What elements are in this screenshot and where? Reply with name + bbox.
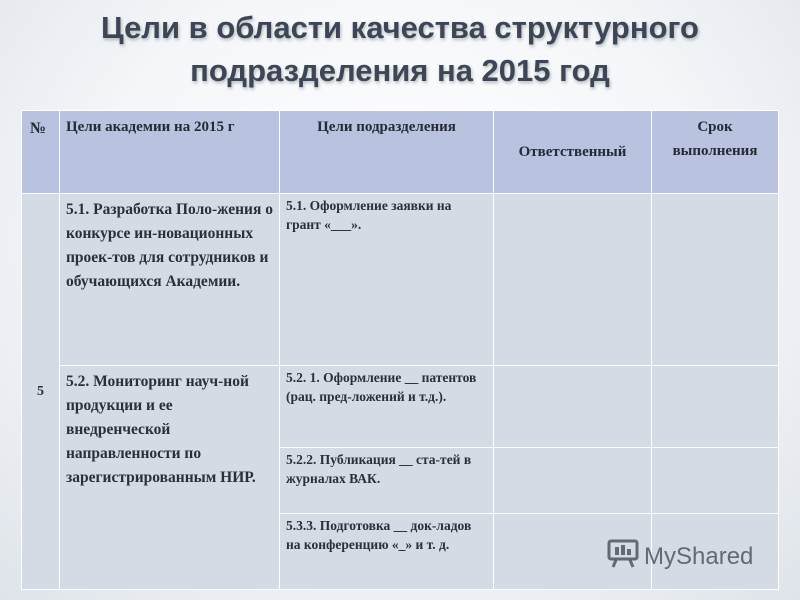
responsible-cell [494, 366, 652, 448]
academy-goal-5-2: 5.2. Мониторинг науч-ной продукции и ее внедренческой направленности по зарегистрированным НИР. [60, 366, 280, 590]
table-row [22, 366, 779, 448]
academy-goal-5-1: 5.1. Разработка Поло-жения о конкурсе ин-новационных проек-тов для сотрудников и обучающихся Академии. [60, 194, 280, 366]
responsible-cell [494, 448, 652, 514]
myshared-logo-icon [606, 538, 644, 575]
unit-goal-5-2-2: 5.2.2. Публикация __ ста-тей в журналах ВАК. [280, 448, 494, 514]
header-deadline: Срок выполнения [652, 111, 779, 194]
unit-goal-5-3-3: 5.3.3. Подготовка __ док-ладов на конференцию «_» и т. д. [280, 514, 494, 590]
watermark-text: MyShared [644, 542, 754, 570]
table-header-row [22, 111, 779, 194]
header-number: № [22, 111, 60, 194]
unit-goal-5-1: 5.1. Оформление заявки на грант «___». [280, 194, 494, 366]
deadline-cell [652, 366, 779, 448]
deadline-cell [652, 194, 779, 366]
table-row [22, 194, 779, 366]
header-responsible: Ответственный [494, 111, 652, 194]
title-line-1: Цели в области качества структурного [101, 10, 699, 45]
myshared-watermark [606, 538, 753, 575]
unit-goal-5-2-1: 5.2. 1. Оформление __ патентов (рац. пред-ложений и т.д.). [280, 366, 494, 448]
deadline-cell [652, 448, 779, 514]
section-number: 5 [22, 194, 60, 590]
slide-title [0, 6, 800, 92]
responsible-cell [494, 194, 652, 366]
title-line-2: подразделения на 2015 год [190, 53, 610, 88]
quality-goals-table [21, 110, 779, 590]
header-academy-goals: Цели академии на 2015 г [60, 111, 280, 194]
header-unit-goals: Цели подразделения [280, 111, 494, 194]
